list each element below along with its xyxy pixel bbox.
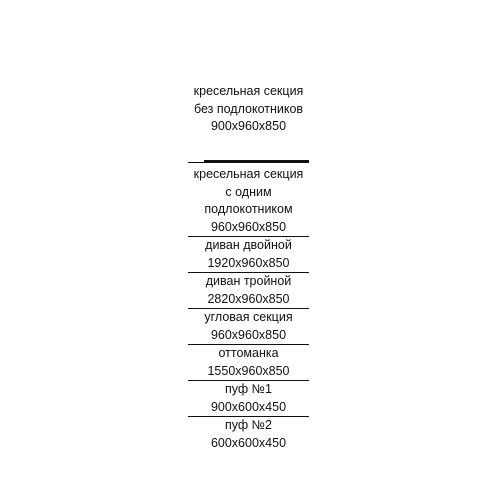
table-row xyxy=(188,163,309,237)
item-dimensions: 900x960x850 xyxy=(210,119,287,133)
item-dimensions: 1550x960x850 xyxy=(207,363,290,378)
table-row xyxy=(188,309,309,345)
item-name: диван тройной xyxy=(205,274,292,288)
item-dimensions: 960x960x850 xyxy=(210,219,287,234)
item-dimensions: 600x600x450 xyxy=(210,435,287,450)
item-dimensions: 1920x960x850 xyxy=(207,255,290,270)
item-name-line-3: подлокотником xyxy=(204,202,293,216)
standalone-item xyxy=(188,83,309,136)
item-dimensions: 900x600x450 xyxy=(210,399,287,414)
table-row xyxy=(188,273,309,309)
table-row xyxy=(188,417,309,452)
table-row xyxy=(188,345,309,381)
items-table xyxy=(188,160,309,452)
item-name: диван двойной xyxy=(205,238,292,252)
item-name: оттоманка xyxy=(218,346,279,360)
table-row xyxy=(188,381,309,417)
item-name-line-2: с одним xyxy=(225,184,272,199)
item-name: угловая секция xyxy=(204,310,293,324)
table-row xyxy=(188,237,309,273)
item-name: пуф №2 xyxy=(225,418,272,432)
item-name-line-1: кресельная секция xyxy=(193,84,304,98)
item-dimensions: 2820x960x850 xyxy=(207,291,290,306)
item-name-line-1: кресельная секция xyxy=(193,167,304,181)
item-dimensions: 960x960x850 xyxy=(210,327,287,342)
item-name-line-2: без подлокотников xyxy=(193,101,304,116)
item-name: пуф №1 xyxy=(225,382,272,396)
